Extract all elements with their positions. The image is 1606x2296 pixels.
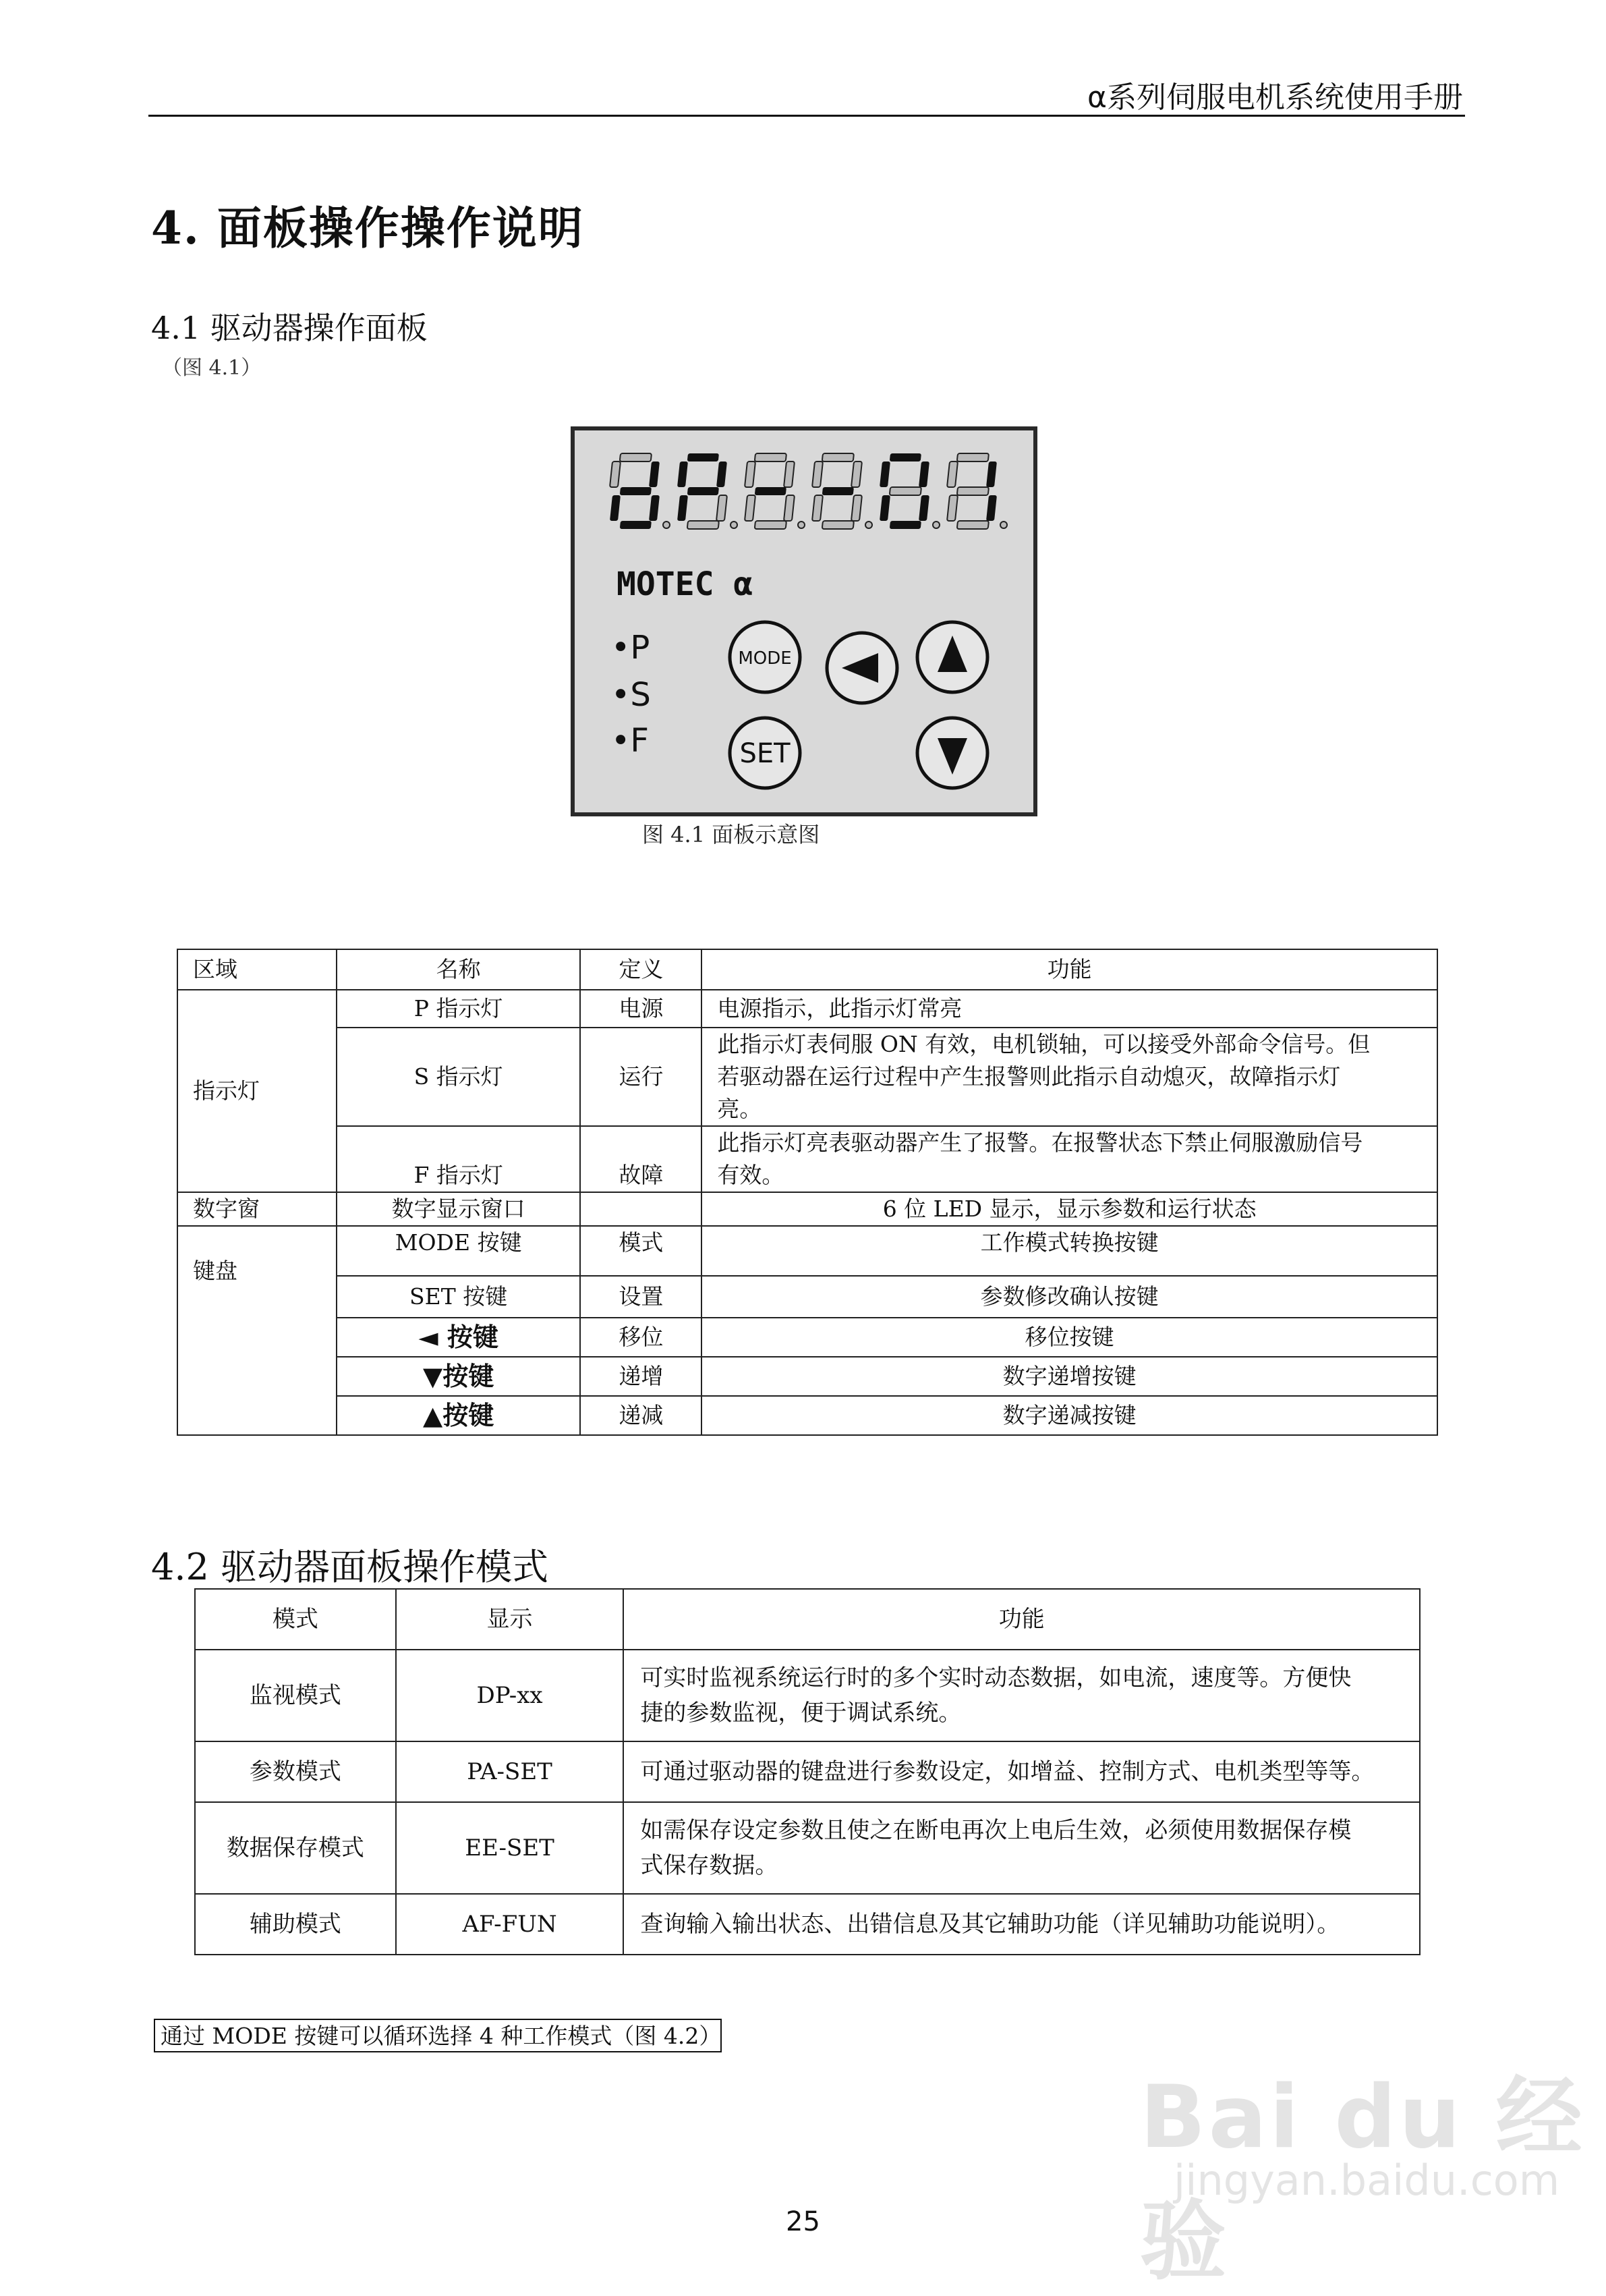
decimal-point bbox=[865, 522, 872, 528]
mode-func bbox=[623, 1802, 1420, 1894]
row-def: 递增 bbox=[580, 1357, 701, 1396]
brand-label: MOTEC α bbox=[616, 565, 753, 603]
decimal-point bbox=[798, 522, 805, 528]
subsection-title-4-2: 4.2 驱动器面板操作模式 bbox=[151, 1546, 549, 1588]
segment bbox=[687, 487, 719, 495]
segment bbox=[745, 495, 755, 521]
header-function: 功能 bbox=[701, 949, 1437, 990]
mode-name: 数据保存模式 bbox=[195, 1802, 396, 1894]
row-name: ▲按键 bbox=[337, 1396, 581, 1435]
row-name: ▼按键 bbox=[337, 1357, 581, 1396]
operation-panel bbox=[571, 426, 1037, 816]
func-line: 如需保存设定参数且使之在断电再次上电后生效，必须使用数据保存模 bbox=[640, 1817, 1352, 1844]
display-digit bbox=[610, 453, 670, 529]
mode-button[interactable] bbox=[730, 622, 800, 692]
table-header-row bbox=[177, 949, 1437, 990]
func-line: 此指示灯表伺服 ON 有效，电机锁轴，可以接受外部命令信号。但 bbox=[717, 1031, 1371, 1057]
mode-name: 辅助模式 bbox=[195, 1894, 396, 1955]
table-row bbox=[177, 1192, 1437, 1226]
decimal-point bbox=[933, 522, 940, 528]
table-row bbox=[195, 1650, 1420, 1741]
row-name: 数字显示窗口 bbox=[337, 1192, 581, 1226]
func-line: 捷的参数监视，便于调试系统。 bbox=[640, 1700, 962, 1727]
group-keyboard: 键盘 bbox=[177, 1226, 337, 1435]
group-indicator: 指示灯 bbox=[177, 990, 337, 1192]
indicator-f: •F bbox=[611, 722, 649, 760]
header-function: 功能 bbox=[623, 1589, 1420, 1650]
segment bbox=[755, 453, 786, 461]
mode-button-label: MODE bbox=[738, 648, 792, 669]
set-button[interactable] bbox=[730, 718, 800, 788]
display-digit bbox=[947, 453, 1007, 529]
segment bbox=[784, 461, 795, 487]
row-func: 电源指示，此指示灯常亮 bbox=[701, 990, 1437, 1028]
segment bbox=[677, 461, 688, 487]
segment bbox=[687, 521, 719, 529]
header-title: α系列伺服电机系统使用手册 bbox=[1087, 80, 1463, 115]
segment bbox=[880, 495, 890, 521]
segment bbox=[812, 495, 823, 521]
row-name: ◄ 按键 bbox=[337, 1318, 581, 1357]
row-func: 数字递增按键 bbox=[701, 1357, 1437, 1396]
header-name: 名称 bbox=[337, 949, 581, 990]
table-row bbox=[195, 1894, 1420, 1955]
mode-display: AF-FUN bbox=[396, 1894, 624, 1955]
row-func bbox=[701, 1126, 1437, 1192]
row-def: 运行 bbox=[580, 1028, 701, 1126]
header-mode: 模式 bbox=[195, 1589, 396, 1650]
table-row bbox=[195, 1802, 1420, 1894]
segment bbox=[880, 461, 890, 487]
row-def: 移位 bbox=[580, 1318, 701, 1357]
segment bbox=[822, 487, 854, 495]
header-area: 区域 bbox=[177, 949, 337, 990]
row-func: 数字递减按键 bbox=[701, 1396, 1437, 1435]
segment bbox=[890, 453, 921, 461]
func-line: 式保存数据。 bbox=[640, 1852, 778, 1879]
segment bbox=[812, 461, 823, 487]
segment bbox=[919, 495, 929, 521]
row-func: 移位按键 bbox=[701, 1318, 1437, 1357]
watermark-url: jingyan.baidu.com bbox=[1174, 2156, 1560, 2205]
segment bbox=[890, 487, 921, 495]
segment bbox=[677, 495, 688, 521]
display-digit bbox=[880, 453, 940, 529]
segment bbox=[620, 487, 652, 495]
segment bbox=[957, 453, 989, 461]
watermark-logo: Bai du 经验 bbox=[1140, 2067, 1585, 2292]
mode-func bbox=[623, 1894, 1420, 1955]
table-header-row bbox=[195, 1589, 1420, 1650]
func-line: 查询输入输出状态、出错信息及其它辅助功能（详见辅助功能说明）。 bbox=[640, 1911, 1340, 1938]
func-line: 可通过驱动器的键盘进行参数设定，如增益、控制方式、电机类型等等。 bbox=[640, 1758, 1375, 1785]
row-name: P 指示灯 bbox=[337, 990, 581, 1028]
left-arrow-button[interactable] bbox=[827, 633, 897, 703]
row-name: S 指示灯 bbox=[337, 1028, 581, 1126]
table-row bbox=[195, 1741, 1420, 1802]
panel-elements-table bbox=[177, 949, 1438, 1436]
segment bbox=[610, 495, 621, 521]
segment bbox=[822, 453, 854, 461]
func-line: 可实时监视系统运行时的多个实时动态数据，如电流，速度等。方便快 bbox=[640, 1664, 1352, 1691]
display-digit bbox=[812, 453, 872, 529]
operation-modes-table bbox=[194, 1588, 1421, 1955]
figure-reference: （图 4.1） bbox=[162, 356, 262, 380]
segment bbox=[755, 487, 786, 495]
row-name: SET 按键 bbox=[337, 1276, 581, 1318]
set-button-label: SET bbox=[739, 738, 791, 769]
mode-func bbox=[623, 1650, 1420, 1741]
mode-name: 监视模式 bbox=[195, 1650, 396, 1741]
row-def: 模式 bbox=[580, 1226, 701, 1276]
func-line: 若驱动器在运行过程中产生报警则此指示自动熄灭，故障指示灯 bbox=[717, 1063, 1341, 1090]
display-digit bbox=[745, 453, 805, 529]
up-arrow-button[interactable] bbox=[917, 622, 987, 692]
mode-display: DP-xx bbox=[396, 1650, 624, 1741]
decimal-point bbox=[1000, 522, 1007, 528]
row-name: MODE 按键 bbox=[337, 1226, 581, 1276]
row-def bbox=[580, 1192, 701, 1226]
group-digital: 数字窗 bbox=[177, 1192, 337, 1226]
segment bbox=[851, 495, 862, 521]
row-func: 参数修改确认按键 bbox=[701, 1276, 1437, 1318]
segment bbox=[620, 521, 652, 529]
row-def: 设置 bbox=[580, 1276, 701, 1318]
func-line: 有效。 bbox=[717, 1162, 784, 1188]
segment bbox=[716, 495, 727, 521]
table-row bbox=[177, 1318, 1437, 1357]
decimal-point bbox=[730, 522, 737, 528]
segment bbox=[745, 461, 755, 487]
segment bbox=[784, 495, 795, 521]
table-row bbox=[177, 1396, 1437, 1435]
table-row bbox=[177, 1276, 1437, 1318]
row-def: 电源 bbox=[580, 990, 701, 1028]
display-digit bbox=[677, 453, 737, 529]
segment bbox=[822, 521, 854, 529]
table-row bbox=[177, 1226, 1437, 1276]
row-func: 6 位 LED 显示，显示参数和运行状态 bbox=[701, 1192, 1437, 1226]
segment bbox=[687, 453, 719, 461]
segment bbox=[755, 521, 786, 529]
segment bbox=[986, 495, 997, 521]
subsection-title-4-1: 4.1 驱动器操作面板 bbox=[151, 310, 428, 346]
down-arrow-button[interactable] bbox=[917, 718, 987, 788]
table-row bbox=[177, 1028, 1437, 1126]
row-def: 故障 bbox=[580, 1126, 701, 1192]
page-number: 25 bbox=[786, 2206, 820, 2237]
segment bbox=[947, 461, 958, 487]
mode-cycle-note: 通过 MODE 按键可以循环选择 4 种工作模式（图 4.2） bbox=[154, 2019, 722, 2052]
row-func bbox=[701, 1028, 1437, 1126]
segment bbox=[957, 521, 989, 529]
header-rule bbox=[148, 115, 1465, 117]
mode-name: 参数模式 bbox=[195, 1741, 396, 1802]
segment bbox=[610, 461, 621, 487]
indicator-s: •S bbox=[611, 676, 651, 714]
row-func: 工作模式转换按键 bbox=[701, 1226, 1437, 1276]
segment bbox=[649, 461, 660, 487]
header-definition: 定义 bbox=[580, 949, 701, 990]
segment bbox=[947, 495, 958, 521]
indicator-p: •P bbox=[611, 629, 650, 667]
row-def: 递减 bbox=[580, 1396, 701, 1435]
seven-segment-display bbox=[610, 453, 1007, 529]
mode-func bbox=[623, 1741, 1420, 1802]
func-line: 此指示灯亮表驱动器产生了报警。在报警状态下禁止伺服激励信号 bbox=[717, 1129, 1363, 1156]
segment bbox=[890, 521, 921, 529]
header-display: 显示 bbox=[396, 1589, 624, 1650]
table-row bbox=[177, 1357, 1437, 1396]
mode-display: EE-SET bbox=[396, 1802, 624, 1894]
segment bbox=[716, 461, 727, 487]
segment bbox=[620, 453, 652, 461]
table-row bbox=[177, 1126, 1437, 1192]
segment bbox=[851, 461, 862, 487]
segment bbox=[957, 487, 989, 495]
section-title: 4. 面板操作操作说明 bbox=[151, 202, 584, 254]
segment bbox=[649, 495, 660, 521]
row-name: F 指示灯 bbox=[337, 1126, 581, 1192]
figure-caption: 图 4.1 面板示意图 bbox=[642, 822, 820, 847]
segment bbox=[919, 461, 929, 487]
func-line: 亮。 bbox=[717, 1096, 762, 1122]
segment bbox=[986, 461, 997, 487]
panel-drawing bbox=[575, 430, 1033, 812]
mode-display: PA-SET bbox=[396, 1741, 624, 1802]
table-row bbox=[177, 990, 1437, 1028]
decimal-point bbox=[663, 522, 670, 528]
